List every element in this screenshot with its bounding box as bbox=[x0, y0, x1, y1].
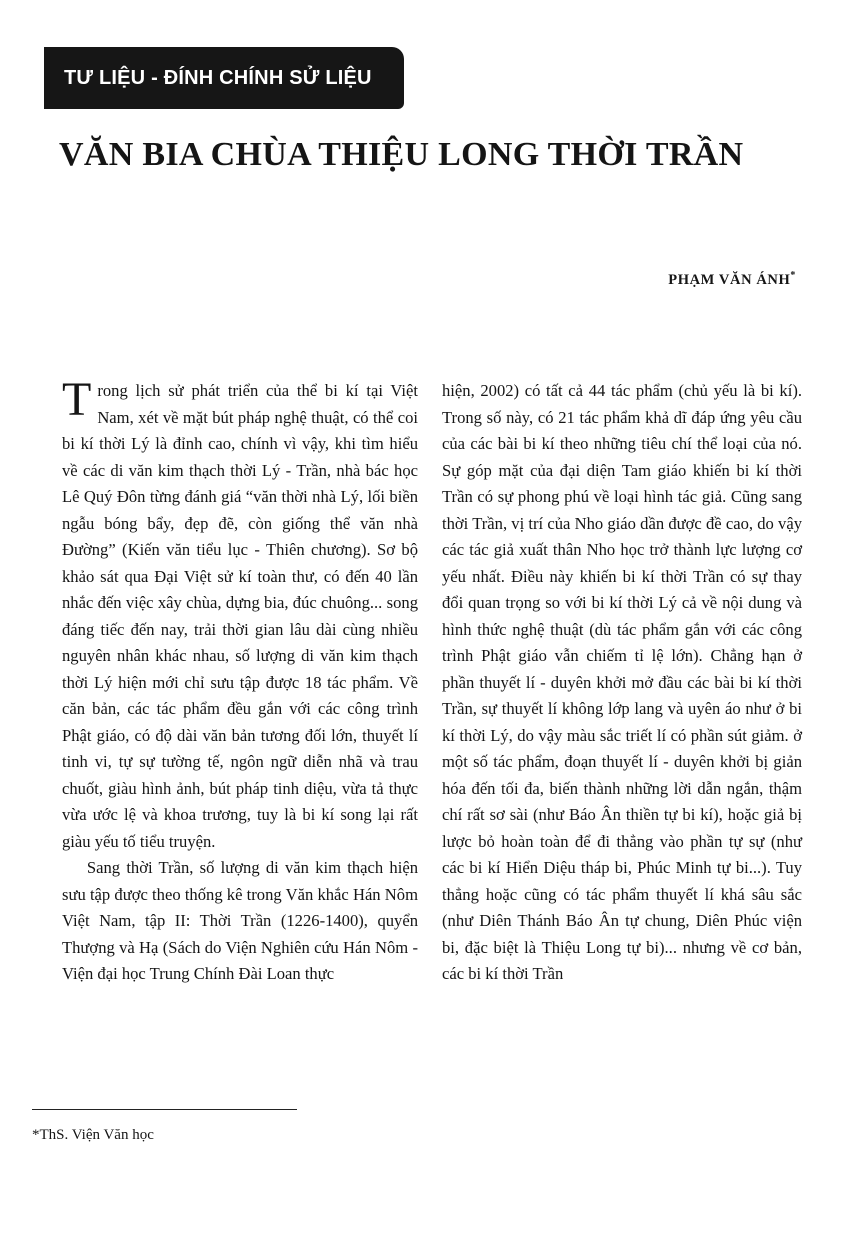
article-title: VĂN BIA CHÙA THIỆU LONG THỜI TRẦN bbox=[59, 136, 744, 173]
footnote: *ThS. Viện Văn học bbox=[32, 1127, 154, 1143]
paragraph-2-continued: hiện, 2002) có tất cả 44 tác phẩm (chủ yếu là bi kí). Trong số này, có 21 tác phẩm khả dĩ đáp ứng yêu cầu của các bài bi kí theo những tiêu chí thể loại của nó. Sự góp mặt của đại diện Tam giáo khiến bi kí thời Trần có sự phong phú về loại hình tác giả. Cũng sang thời Trần, vị trí của Nho giáo dần được đề cao, do vậy các tác giả xuất thân Nho học trở thành lực lượng cơ yếu nhất. Điều này khiến bi kí thời Trần có sự thay đổi quan trọng so với bi kí thời Lý cả về nội dung và hình thức nghệ thuật (dù tác phẩm gắn với các công trình Phật giáo vẫn chiếm tỉ lệ lớn). Chẳng hạn ở phần thuyết lí - duyên khởi mở đầu các bài bi kí thời Trần, sự thuyết lí không lớp lang và uyên áo như ở bi kí thời Lý, do vậy màu sắc triết lí có phần sút giảm. ở một số tác phẩm, đoạn thuyết lí - duyên khởi bị giản hóa đến tối đa, biến thành những lời dẫn ngắn, thậm chí rất sơ sài (như Báo Ân thiền tự bi kí), hoặc giả bị lược bỏ hoàn toàn để đi thẳng vào phần tự sự (như các bi kí Hiển Diệu tháp bi, Phúc Minh tự bi...). Tuy thẳng hoặc cũng có tác phẩm thuyết lí khá sâu sắc (như Diên Thánh Báo Ân tự chung, Diên Phúc viện bi, đặc biệt là Thiệu Long tự bi)... nhưng về cơ bản, các bi kí thời Trần bbox=[442, 381, 802, 983]
footnote-divider bbox=[32, 1109, 297, 1110]
left-column bbox=[62, 373, 418, 988]
drop-cap: T bbox=[62, 373, 92, 426]
section-banner bbox=[44, 47, 404, 109]
paragraph-1-text: rong lịch sử phát triển của thể bi kí tại Việt Nam, xét về mặt bút pháp nghệ thuật, có thể coi bi kí thời Lý là đỉnh cao, chính vì vậy, khi tìm hiểu về các di văn kim thạch thời Lý - Trần, nhà bác học Lê Quý Đôn từng đánh giá “văn thời nhà Lý, lối biền ngẫu bóng bẩy, đẹp đẽ, còn giống thể văn nhà Đường” (Kiến văn tiểu lục - Thiên chương). Sơ bộ khảo sát qua Đại Việt sử kí toàn thư, có đến 40 lần nhắc đến việc xây chùa, dựng bia, đúc chuông... song đáng tiếc đến nay, trải thời gian lâu dài cùng nhiều nguyên nhân khác nhau, số lượng di văn kim thạch thời Lý hiện mới chỉ sưu tập được 18 tác phẩm. Về căn bản, các tác phẩm đều gắn với các công trình Phật giáo, có độ dài văn bản tương đối lớn, thuyết lí tinh vi, tự sự tường tế, ngôn ngữ diễn nhã và trau chuốt, giàu hình ảnh, bút pháp tinh diệu, vừa tả thực vừa ước lệ và khoa trương, tuy là bi kí song lại rất giàu yếu tố tiểu truyện. bbox=[62, 381, 418, 851]
author-footnote-mark: * bbox=[790, 270, 796, 281]
right-column bbox=[442, 378, 802, 988]
section-label: TƯ LIỆU - ĐÍNH CHÍNH SỬ LIỆU bbox=[64, 66, 372, 89]
paragraph-1 bbox=[62, 373, 418, 855]
author-byline bbox=[668, 270, 796, 289]
paragraph-2: Sang thời Trần, số lượng di văn kim thạch hiện sưu tập được theo thống kê trong Văn khắc Hán Nôm Việt Nam, tập II: Thời Trần (1226-1400), quyển Thượng và Hạ (Sách do Viện Nghiên cứu Hán Nôm - Viện đại học Trung Chính Đài Loan thực bbox=[62, 858, 418, 983]
author-name: PHẠM VĂN ÁNH bbox=[668, 271, 791, 288]
article-body bbox=[62, 373, 802, 988]
